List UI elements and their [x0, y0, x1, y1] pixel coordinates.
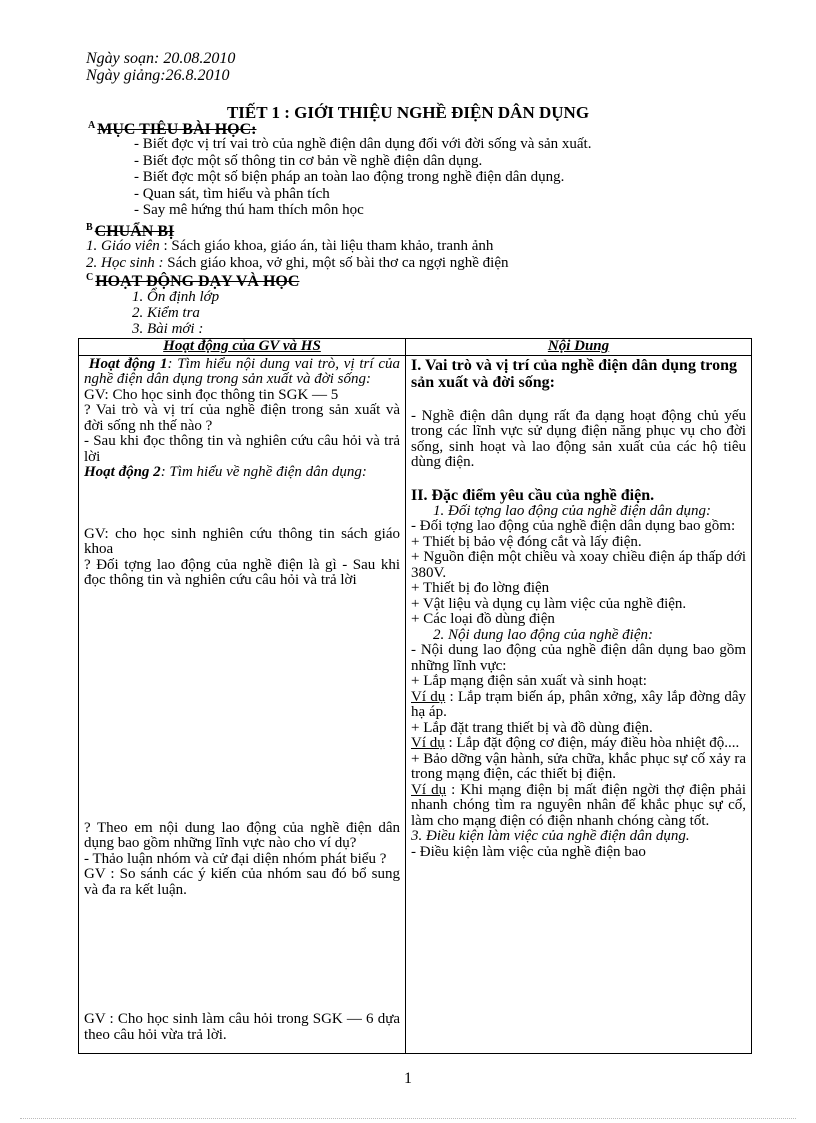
content-line: - Đối tợng lao động của nghề điện dân dụng bao gồm: — [411, 518, 736, 534]
lesson-dates — [86, 50, 235, 84]
section-c-title: HOẠT ĐỘNG DẠY VÀ HỌC — [95, 273, 300, 290]
content-subheading: 3. Điều kiện làm việc của nghề điện dân dụng. — [411, 828, 690, 844]
content-line: + Vật liệu và dụng cụ làm việc của nghề điện. — [411, 595, 687, 612]
content-line: + Nguồn điện một chiều và xoay chiều điện áp thấp dới 380V. — [411, 549, 746, 581]
section-a-letter: A — [88, 120, 96, 131]
table-header-row — [79, 339, 752, 356]
content-line: + Lắp đặt trang thiết bị và đồ dùng điện. — [411, 719, 653, 736]
gv-line: GV: Cho học sinh đọc thông tin SGK — 5 — [84, 386, 339, 403]
teacher-text: : Sách giáo khoa, giáo án, tài liệu tham khảo, tranh ảnh — [159, 238, 494, 254]
section-b-letter: B — [86, 222, 93, 233]
lesson-title: TIẾT 1 : GIỚI THIỆU NGHỀ ĐIỆN DÂN DỤNG — [226, 103, 590, 122]
content-line: - Nội dung lao động của nghề điện dân dụng bao gồm những lĩnh vực: — [411, 642, 746, 674]
content-subheading: 1. Đối tợng lao động của nghề điện dân dụng: — [433, 502, 711, 519]
content-line: + Bảo dỡng vận hành, sửa chữa, khắc phục sự cố xảy ra trong mạng điện, các thiết bị điện. — [411, 750, 746, 782]
student-label: 2. Học sinh : — [86, 254, 164, 271]
gv-line: GV : Cho học sinh làm câu hỏi trong SGK — 6 dựa theo câu hỏi vừa trả lời. — [84, 1011, 400, 1043]
teacher-label: 1. Giáo viên — [86, 238, 160, 254]
objective-item: - Biết đợc vị trí vai trò của nghề điện dân dụng đối với đời sống và sản xuất. — [134, 136, 592, 152]
step-item: 2. Kiểm tra — [132, 305, 200, 321]
example-line: Ví dụ : Lắp trạm biến áp, phân xởng, xây lắp đờng dây hạ áp. — [411, 688, 747, 720]
objective-item: - Biết đợc một số thông tin cơ bản về nghề điện dân dụng. — [134, 152, 483, 169]
activity-2-heading: Hoạt động 2: Tìm hiểu về nghề điện dân dụng: — [84, 464, 367, 480]
teacher-prep — [86, 238, 509, 255]
gv-line: GV: cho học sinh nghiên cứu thông tin sách giáo khoa — [84, 525, 400, 557]
example-line: Ví dụ : Lắp đặt động cơ điện, máy điều hòa nhiệt độ.... — [411, 735, 740, 751]
gv-line: GV : So sánh các ý kiến của nhóm sau đó bổ sung và đa ra kết luận. — [84, 866, 400, 898]
content-subheading: 2. Nội dung lao động của nghề điện: — [433, 626, 653, 643]
student-line: - Thảo luận nhóm và cử đại diện nhóm phát biểu ? — [84, 850, 387, 867]
activities-cell — [79, 355, 406, 1054]
content-line: - Điều kiện làm việc của nghề điện bao — [411, 843, 646, 860]
section-b-title: CHUẨN BỊ — [94, 223, 175, 240]
content-line: + Thiết bị bảo vệ đóng cắt và lấy điện. — [411, 533, 642, 550]
col-header-content: Nội Dung — [406, 339, 752, 356]
activities-table — [78, 338, 752, 1054]
content-line: + Thiết bị đo lờng điện — [411, 580, 550, 596]
activity-steps — [132, 289, 219, 337]
student-text: Sách giáo khoa, vở ghi, một số bài thơ ca ngợi nghề điện — [163, 254, 509, 271]
step-item: 3. Bài mới : — [132, 321, 204, 337]
step-item: 1. Ổn định lớp — [132, 289, 220, 305]
question-line: ? Vai trò và vị trí của nghề điện trong sản xuất và đời sống nh thế nào ? — [84, 402, 400, 434]
content-line: + Các loại đồ dùng điện — [411, 611, 555, 627]
content-line: - Nghề điện dân dụng rất đa dạng hoạt động chủ yếu trong các lĩnh vực sử dụng điện năng phục vụ cho đời sống, sinh hoạt và lao động sản xuất của các hộ tiêu dùng điện. — [411, 407, 746, 470]
objective-item: - Say mê hứng thú ham thích môn học — [134, 202, 364, 218]
content-heading-1: I. Vai trò và vị trí của nghề điện dân dụng trong sản xuất và đời sống: — [411, 356, 737, 391]
section-c-letter: C — [86, 272, 94, 283]
content-heading-2: II. Đặc điểm yêu cầu của nghề điện. — [411, 486, 655, 504]
teach-date: Ngày giảng:26.8.2010 — [86, 67, 230, 84]
activity-1-heading: Hoạt động 1: Tìm hiểu nội dung vai trò, vị trí của nghề điện dân dụng trong sản xuất và đời sống: — [84, 355, 400, 387]
section-a-title: MỤC TIÊU BÀI HỌC: — [97, 121, 257, 138]
student-line: - Sau khi đọc thông tin và nghiên cứu câu hỏi và trả lời — [84, 433, 400, 465]
content-line: + Lắp mạng điện sản xuất và sinh hoạt: — [411, 673, 647, 689]
objective-item: - Quan sát, tìm hiểu và phân tích — [134, 185, 330, 202]
preparation-list — [86, 238, 509, 271]
student-prep — [86, 255, 509, 272]
page-bottom-divider — [20, 1118, 796, 1119]
question-line: ? Đối tợng lao động của nghề điện là gì - Sau khi đọc thông tin và nghiên cứu câu hỏi và trả lời — [84, 556, 400, 588]
prep-date: Ngày soạn: 20.08.2010 — [86, 50, 236, 67]
question-line: ? Theo em nội dung lao động của nghề điện dân dụng bao gồm những lĩnh vực nào cho ví dụ? — [84, 819, 400, 851]
objective-item: - Biết đợc một số biện pháp an toàn lao động trong nghề điện dân dụng. — [134, 169, 565, 185]
content-cell — [406, 355, 752, 1054]
objectives-list — [134, 136, 591, 219]
table-row — [79, 355, 752, 1054]
col-header-activities: Hoạt động của GV và HS — [79, 339, 406, 356]
page-number: 1 — [404, 1070, 412, 1087]
example-line: Ví dụ : Khi mạng điện bị mất điện ngời thợ điện phải nhanh chóng tìm ra nguyên nhân để khắc phục sự cố, làm cho mạng điện có điện nhanh chóng càng tốt. — [411, 781, 747, 829]
